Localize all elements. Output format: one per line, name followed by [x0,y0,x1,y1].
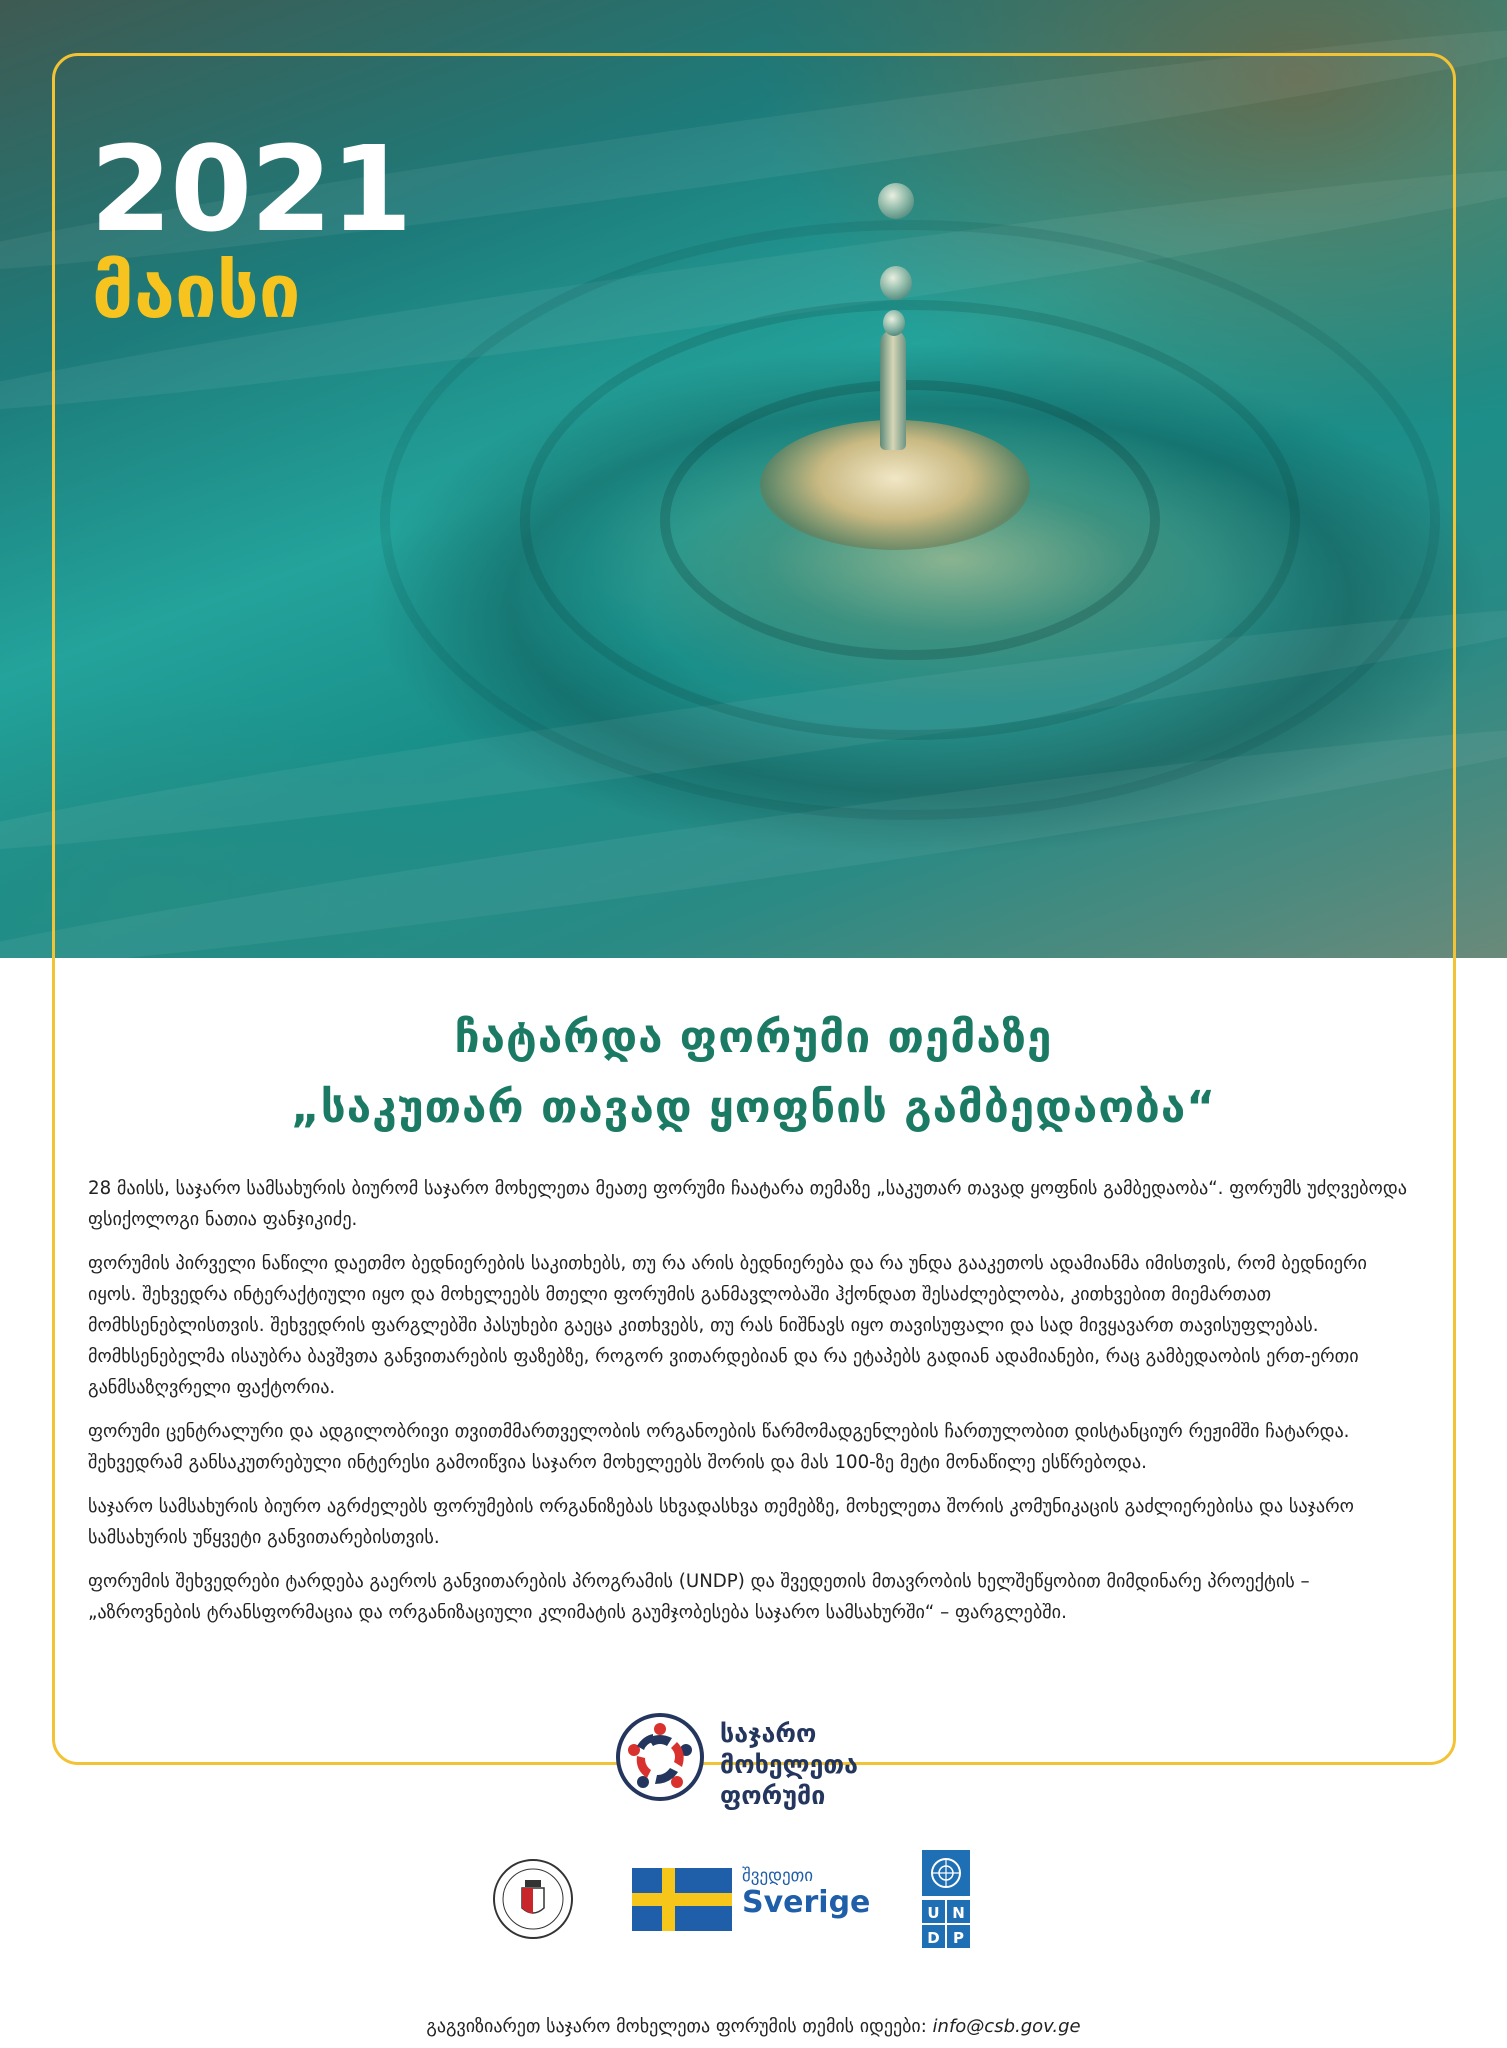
sweden-flag-icon [632,1868,732,1931]
undp-logo-icon [922,1850,970,1950]
footer-contact [0,2016,1507,2037]
water-droplet [883,310,905,336]
forum-logo-line: ფორუმი [720,1781,826,1810]
sweden-logo-text [742,1866,870,1920]
svg-text:D: D [927,1929,940,1947]
forum-logo-line: საჯარო [720,1719,817,1748]
people-circle-logo-icon [615,1712,705,1802]
paragraph: საჯარო სამსახურის ბიურო აგრძელებს ფორუმების ორგანიზებას სხვადასხვა თემებზე, მოხელეთა შორის კომუნიკაცის გაძლიერებისა და საჯარო სამსახურის უწყვეტი განვითარებისთვის. [88,1496,1354,1548]
paragraph: ფორუმის პირველი ნაწილი დაეთმო ბედნიერების საკითხებს, თუ რა არის ბედნიერება და რა უნდა გააკეთოს ადამიანმა იმისთვის, რომ ბედნიერი იყოს. შეხვედრა ინტერაქტიული იყო და მოხელეებს მთელი ფორუმის განმავლობაში ჰქონდათ შესაძლებლობა, კითხვებით მიემართათ მომხსენებლისთვის. შეხვედრის ფარგლებში პასუხები გაეცა კითხვებს, თუ რას ნიშნავს იყო თავისუფალი და სად მივყავართ თავისუფლებას. მომხსენებელმა ისაუბრა ბავშვთა განვითარების ფაზებზე, როგორ ვითარდებიან და რა ეტაპებს გადიან ადამიანები, რაც გამბედაობის ერთ-ერთი განმსაზღვრელი ფაქტორია. [88,1253,1367,1398]
hero-water-photo [0,0,1507,958]
sweden-georgian-label: შვედეთი [742,1866,814,1886]
civil-service-bureau-seal-icon [492,1858,574,1940]
article-body [88,1173,1418,1641]
water-droplet [878,183,914,219]
paragraph: ფორუმი ცენტრალური და ადგილობრივი თვითმმართველობის ორგანოების წარმომადგენლების ჩართულობით დისტანციურ რეჟიმში ჩატარდა. შეხვედრამ განსაკუთრებული ინტერესი გამოიწვია საჯარო მოხელეებს შორის და მას 100-ზე მეტი მონაწილე ესწრებოდა. [88,1421,1350,1473]
footer-email-link[interactable]: info@csb.gov.ge [932,2016,1081,2037]
svg-text:N: N [952,1904,965,1922]
month-heading: მაისი [92,249,301,335]
water-droplet [880,266,912,300]
forum-logo-line: მოხელეთა [720,1750,858,1779]
footer-text: გაგვიზიარეთ საჯარო მოხელეთა ფორუმის თემის იდეები: [426,2016,933,2037]
paragraph: 28 მაისს, საჯარო სამსახურის ბიურომ საჯარო მოხელეთა მეათე ფორუმი ჩაატარა თემაზე „საკუთარ თავად ყოფნის გამბედაობა“. ფორუმს უძღვებოდა ფსიქოლოგი ნათია ფანჯიკიძე. [88,1178,1407,1230]
forum-logo-text [720,1718,858,1811]
svg-text:U: U [927,1904,940,1922]
article-title-line-2: „საკუთარ თავად ყოფნის გამბედაობა“ [290,1082,1217,1133]
drop-stem [880,330,906,450]
paragraph: ფორუმის შეხვედრები ტარდება გაეროს განვითარების პროგრამის (UNDP) და შვედეთის მთავრობის ხელშეწყობით მიმდინარე პროექტის – „აზროვნების ტრანსფორმაცია და ორგანიზაციული კლიმატის გაუმჯობესება საჯარო სამსახურში“ – ფარგლებში. [88,1571,1310,1623]
svg-text:P: P [953,1929,964,1947]
article-title-line-1: ჩატარდა ფორუმი თემაზე [454,1012,1053,1063]
year-heading: 2021 [90,120,411,258]
sweden-swedish-label: Sverige [742,1885,871,1920]
